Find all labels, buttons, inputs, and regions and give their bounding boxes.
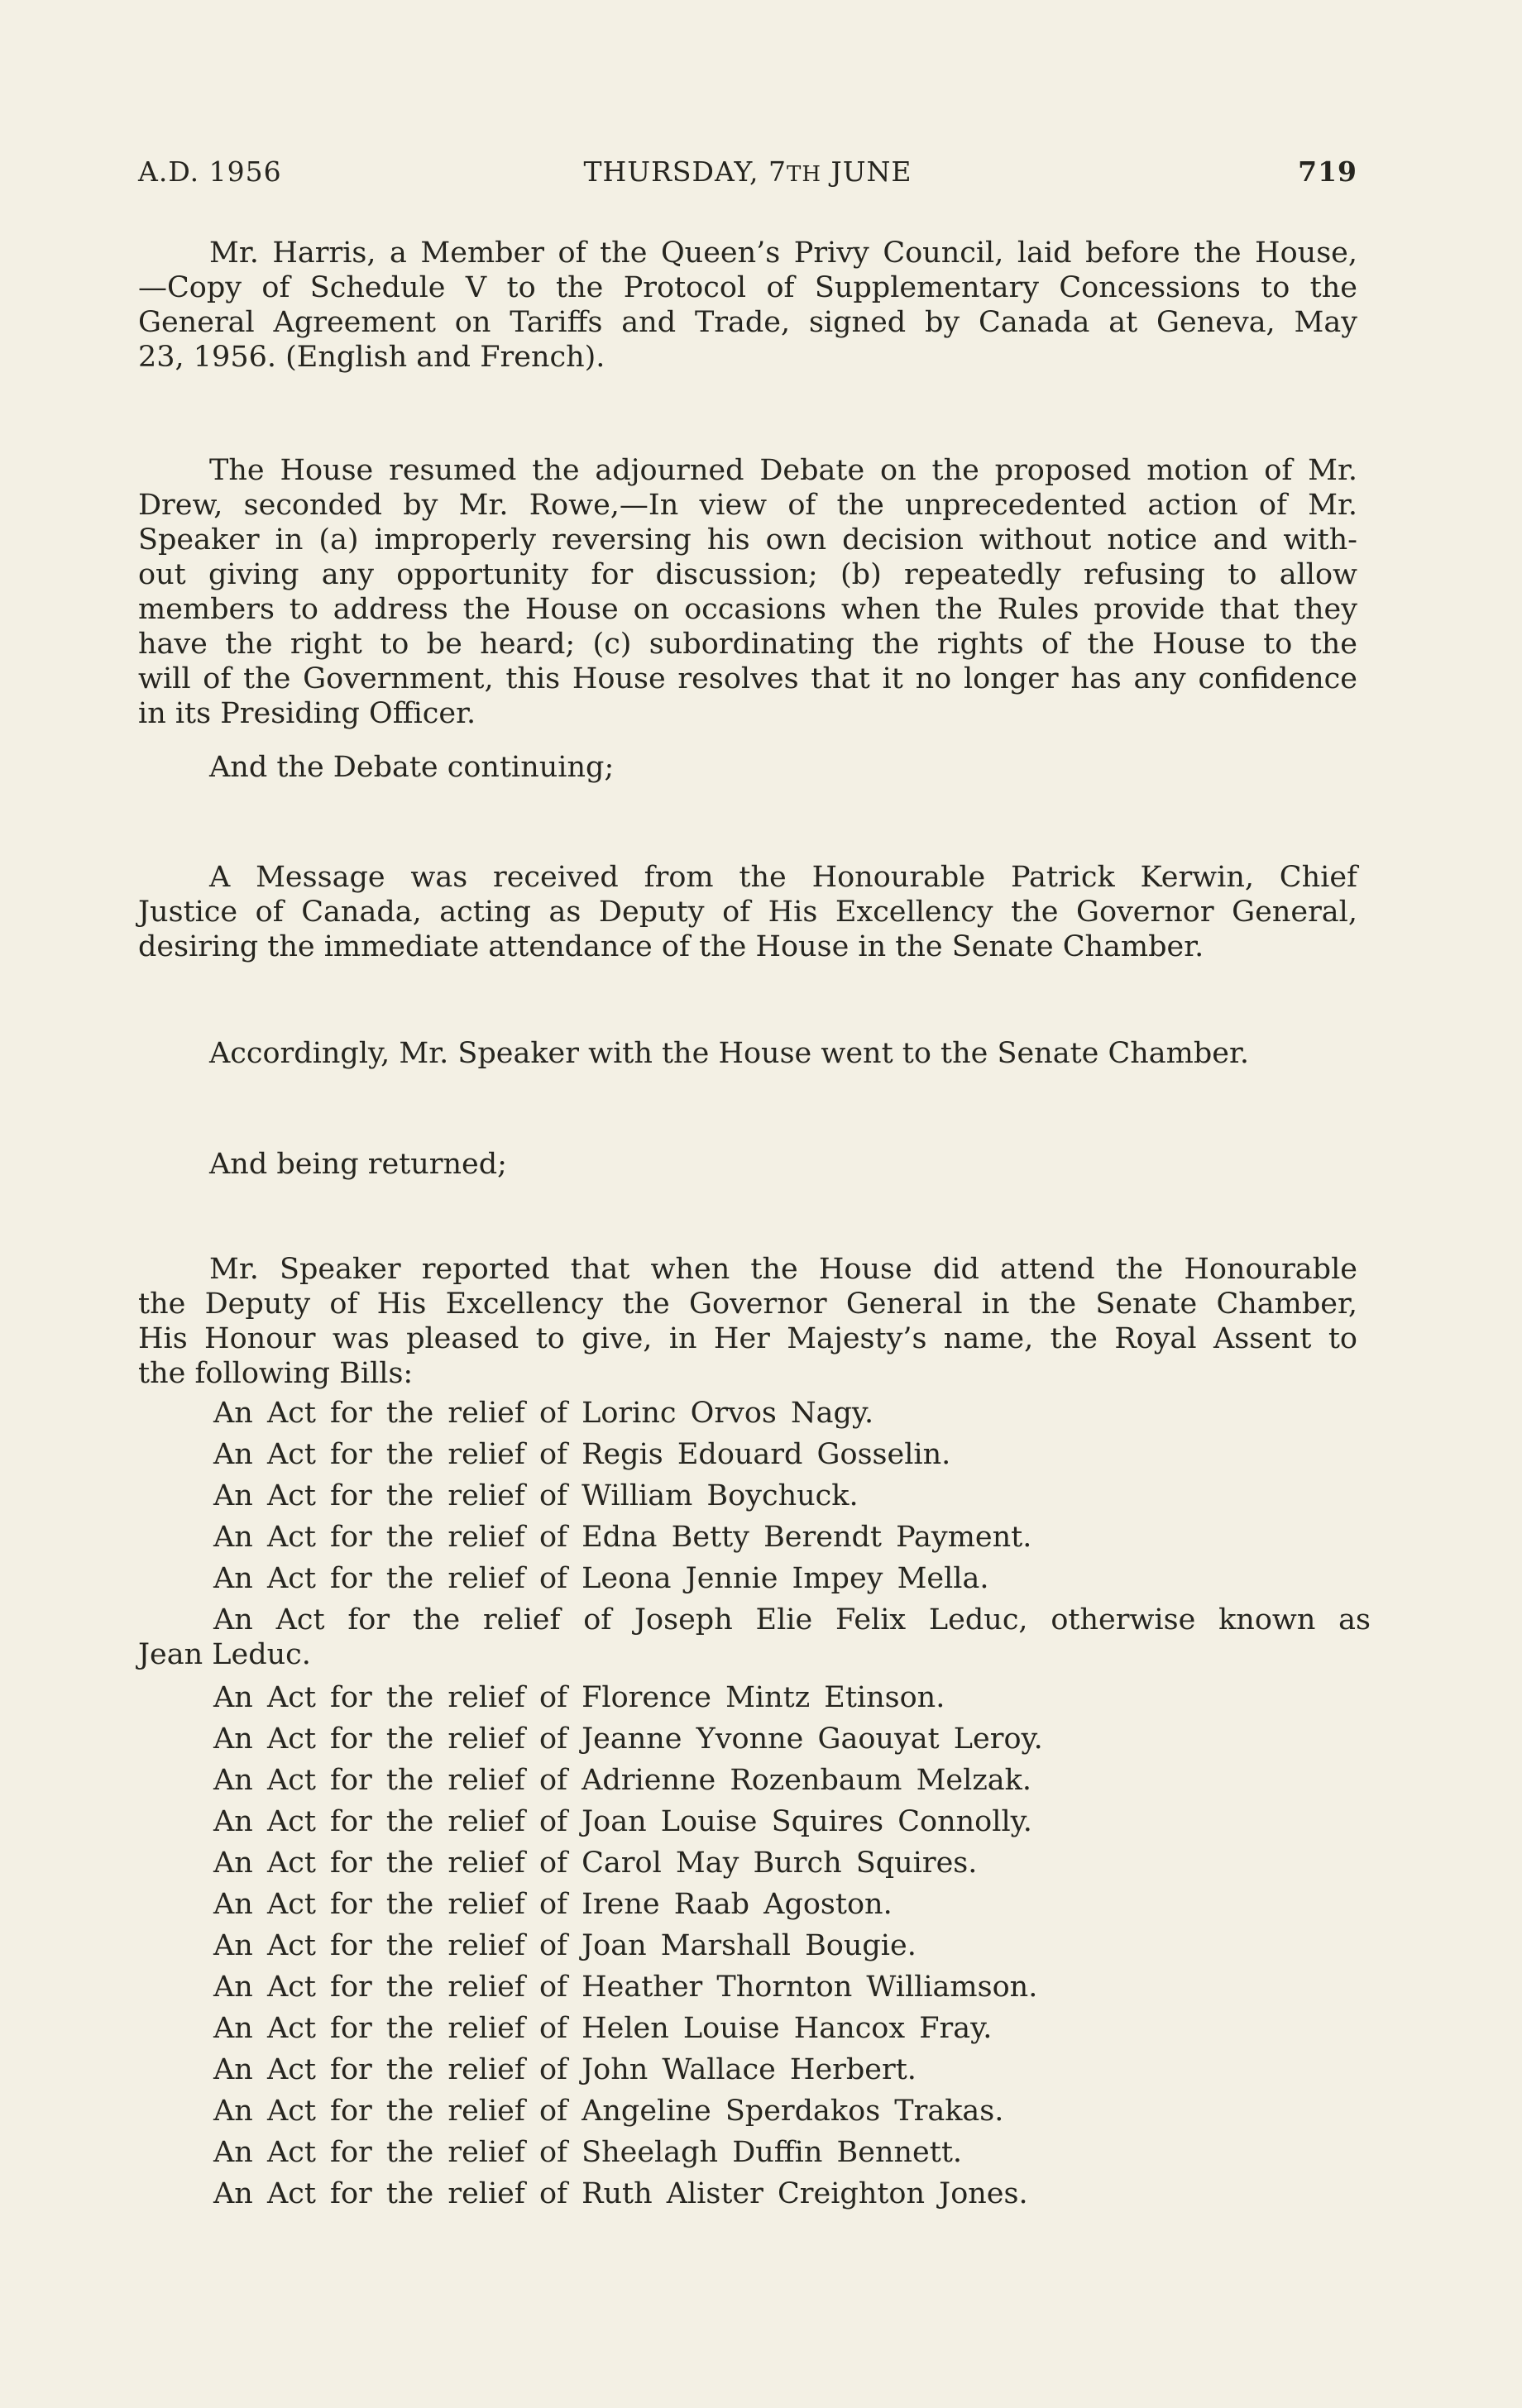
- para1-line-4: 23, 1956. (English and French).: [138, 341, 605, 374]
- bill-item: An Act for the relief of Helen Louise Hancox Fray.: [213, 2012, 993, 2045]
- header-date: THURSDAY, 7TH JUNE: [583, 155, 912, 188]
- bill-item: An Act for the relief of Edna Betty Berendt Payment.: [213, 1521, 1032, 1554]
- bill-item-line-1: An Act for the relief of Joseph Elie Felix Leduc, otherwise known as: [213, 1603, 1371, 1636]
- bill-item-line-2: Jean Leduc.: [138, 1638, 311, 1671]
- bill-item: An Act for the relief of Lorinc Orvos Nagy.: [213, 1397, 874, 1430]
- header-year: A.D. 1956: [138, 155, 282, 188]
- para2-line-5: members to address the House on occasions when the Rules provide that they: [138, 593, 1357, 626]
- being-returned: And being returned;: [209, 1148, 507, 1181]
- para2-line-3: Speaker in (a) improperly reversing his own decision without notice and with-: [138, 523, 1357, 557]
- report-line-1: Mr. Speaker reported that when the House did attend the Honourable: [209, 1253, 1357, 1286]
- para1-line-2: —Copy of Schedule V to the Protocol of Supplementary Concessions to the: [138, 271, 1357, 304]
- bill-item: [138, 1603, 1371, 1672]
- para2-line-1: The House resumed the adjourned Debate on the proposed motion of Mr.: [209, 454, 1357, 487]
- debate-continuing: And the Debate continuing;: [209, 751, 615, 784]
- bill-item: An Act for the relief of Joan Marshall Bougie.: [213, 1929, 917, 1962]
- bill-item: An Act for the relief of John Wallace Herbert.: [213, 2053, 917, 2086]
- para2-line-7: will of the Government, this House resolves that it no longer has any confidence: [138, 662, 1357, 695]
- bill-item: An Act for the relief of Leona Jennie Impey Mella.: [213, 1562, 989, 1595]
- report-line-3: His Honour was pleased to give, in Her Majesty’s name, the Royal Assent to: [138, 1322, 1357, 1355]
- bill-item: An Act for the relief of Irene Raab Agoston.: [213, 1888, 893, 1921]
- para2-line-2: Drew, seconded by Mr. Rowe,—In view of the unprecedented action of Mr.: [138, 489, 1357, 522]
- para1-line-1: Mr. Harris, a Member of the Queen’s Privy Council, laid before the House,: [209, 236, 1357, 270]
- para2-line-4: out giving any opportunity for discussion; (b) repeatedly refusing to allow: [138, 558, 1357, 591]
- bill-item: An Act for the relief of Adrienne Rozenbaum Melzak.: [213, 1764, 1031, 1797]
- bill-item: An Act for the relief of William Boychuck.: [213, 1479, 859, 1512]
- running-head: [138, 154, 1357, 190]
- bill-item: An Act for the relief of Carol May Burch Squires.: [213, 1847, 978, 1880]
- bill-item: An Act for the relief of Sheelagh Duffin Bennett.: [213, 2136, 963, 2169]
- para2-line-6: have the right to be heard; (c) subordinating the rights of the House to the: [138, 628, 1357, 661]
- page-number: 719: [1298, 155, 1357, 188]
- bill-item: An Act for the relief of Regis Edouard Gosselin.: [213, 1438, 951, 1471]
- message-line-2: Justice of Canada, acting as Deputy of His Excellency the Governor General,: [138, 896, 1357, 929]
- bill-item: An Act for the relief of Florence Mintz Etinson.: [213, 1681, 945, 1714]
- bill-item: An Act for the relief of Jeanne Yvonne Gaouyat Leroy.: [213, 1722, 1043, 1756]
- report-line-2: the Deputy of His Excellency the Governor General in the Senate Chamber,: [138, 1288, 1357, 1321]
- para2-line-8: in its Presiding Officer.: [138, 697, 476, 730]
- accordingly-line: Accordingly, Mr. Speaker with the House went to the Senate Chamber.: [209, 1037, 1249, 1070]
- message-line-3: desiring the immediate attendance of the House in the Senate Chamber.: [138, 930, 1204, 963]
- report-line-4: the following Bills:: [138, 1357, 414, 1390]
- bill-item: An Act for the relief of Angeline Sperdakos Trakas.: [213, 2095, 1004, 2128]
- bill-item: An Act for the relief of Heather Thornton Williamson.: [213, 1971, 1038, 2004]
- para1-line-3: General Agreement on Tariffs and Trade, signed by Canada at Geneva, May: [138, 306, 1357, 339]
- message-line-1: A Message was received from the Honourable Patrick Kerwin, Chief: [209, 861, 1357, 894]
- bill-item: An Act for the relief of Ruth Alister Creighton Jones.: [213, 2177, 1028, 2210]
- bill-item: An Act for the relief of Joan Louise Squires Connolly.: [213, 1805, 1032, 1838]
